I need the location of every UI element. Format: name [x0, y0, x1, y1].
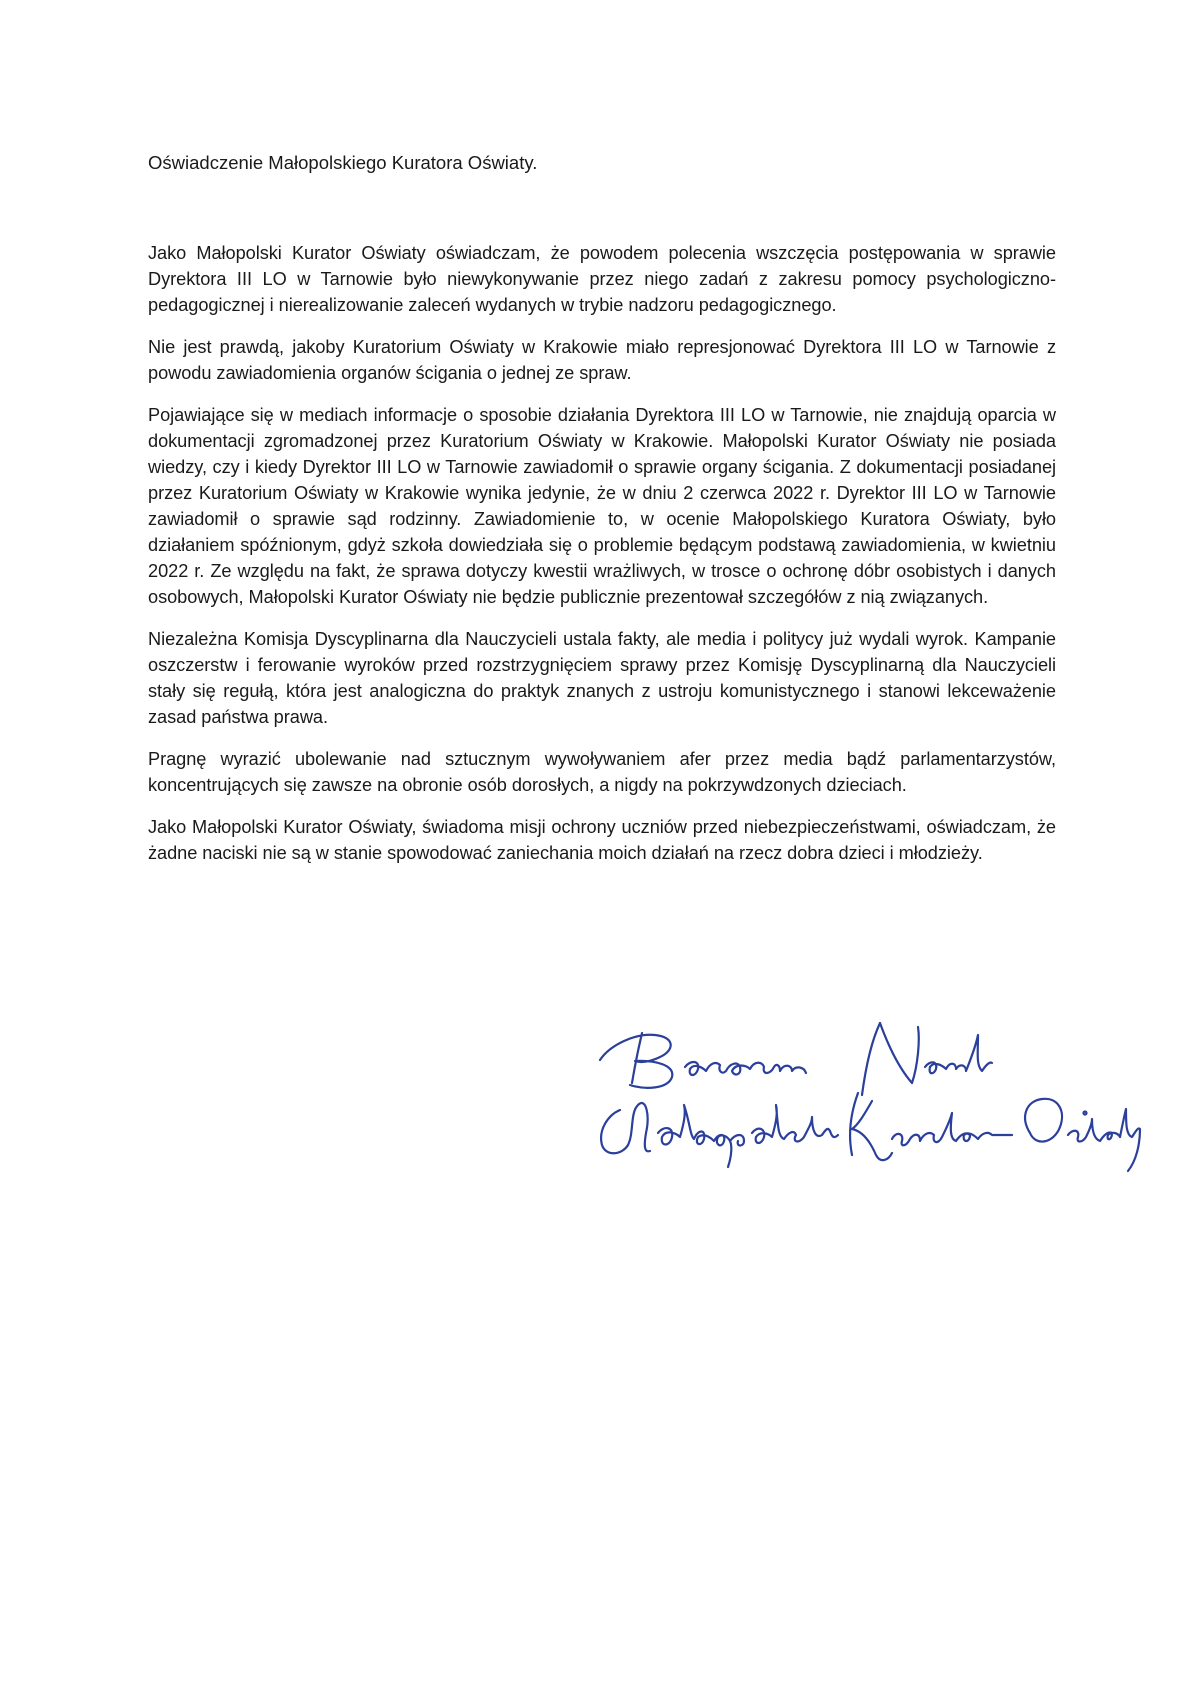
signature-drawing	[580, 1005, 1160, 1175]
paragraph-1: Jako Małopolski Kurator Oświaty oświadczam, że powodem polecenia wszczęcia postępowania w sprawie Dyrektora III LO w Tarnowie było niewykonywanie przez niego zadań z zakresu pomocy psychologiczno-pedagogicznej i nierealizowanie zaleceń wydanych w trybie nadzoru pedagogicznego.	[148, 243, 1056, 315]
document-title: Oświadczenie Małopolskiego Kuratora Oświaty.	[148, 152, 538, 173]
paragraph-5: Pragnę wyrazić ubolewanie nad sztucznym wywoływaniem afer przez media bądź parlamentarzystów, koncentrujących się zawsze na obronie osób dorosłych, a nigdy na pokrzywdzonych dzieciach.	[148, 749, 1056, 795]
paragraph-3: Pojawiające się w mediach informacje o sposobie działania Dyrektora III LO w Tarnowie, nie znajdują oparcia w dokumentacji zgromadzonej przez Kuratorium Oświaty w Krakowie. Małopolski Kurator Oświaty nie posiada wiedzy, czy i kiedy Dyrektor III LO w Tarnowie zawiadomił o sprawie organy ścigania. Z dokumentacji posiadanej przez Kuratorium Oświaty w Krakowie wynika jedynie, że w dniu 2 czerwca 2022 r. Dyrektor III LO w Tarnowie zawiadomił o sprawie sąd rodzinny. Zawiadomienie to, w ocenie Małopolskiego Kuratora Oświaty, było działaniem spóźnionym, gdyż szkoła dowiedziała się o problemie będącym podstawą zawiadomienia, w kwietniu 2022 r. Ze względu na fakt, że sprawa dotyczy kwestii wrażliwych, w trosce o ochronę dóbr osobistych i danych osobowych, Małopolski Kurator Oświaty nie będzie publicznie prezentował szczegółów z nią związanych.	[148, 405, 1056, 607]
paragraph-6: Jako Małopolski Kurator Oświaty, świadoma misji ochrony uczniów przed niebezpieczeństwami, oświadczam, że żadne naciski nie są w stanie spowodować zaniechania moich działań na rzecz dobra dzieci i młodzieży.	[148, 817, 1056, 863]
document-body	[148, 240, 1056, 882]
paragraph-4: Niezależna Komisja Dyscyplinarna dla Nauczycieli ustala fakty, ale media i politycy już wydali wyrok. Kampanie oszczerstw i ferowanie wyroków przed rozstrzygnięciem sprawy przez Komisję Dyscyplinarną dla Nauczycieli stały się regułą, która jest analogiczna do praktyk znanych z ustroju komunistycznego i stanowi lekceważenie zasad państwa prawa.	[148, 629, 1056, 727]
handwritten-signature	[580, 1005, 1160, 1175]
paragraph-2: Nie jest prawdą, jakoby Kuratorium Oświaty w Krakowie miało represjonować Dyrektora III LO w Tarnowie z powodu zawiadomienia organów ścigania o jednej ze spraw.	[148, 337, 1056, 383]
